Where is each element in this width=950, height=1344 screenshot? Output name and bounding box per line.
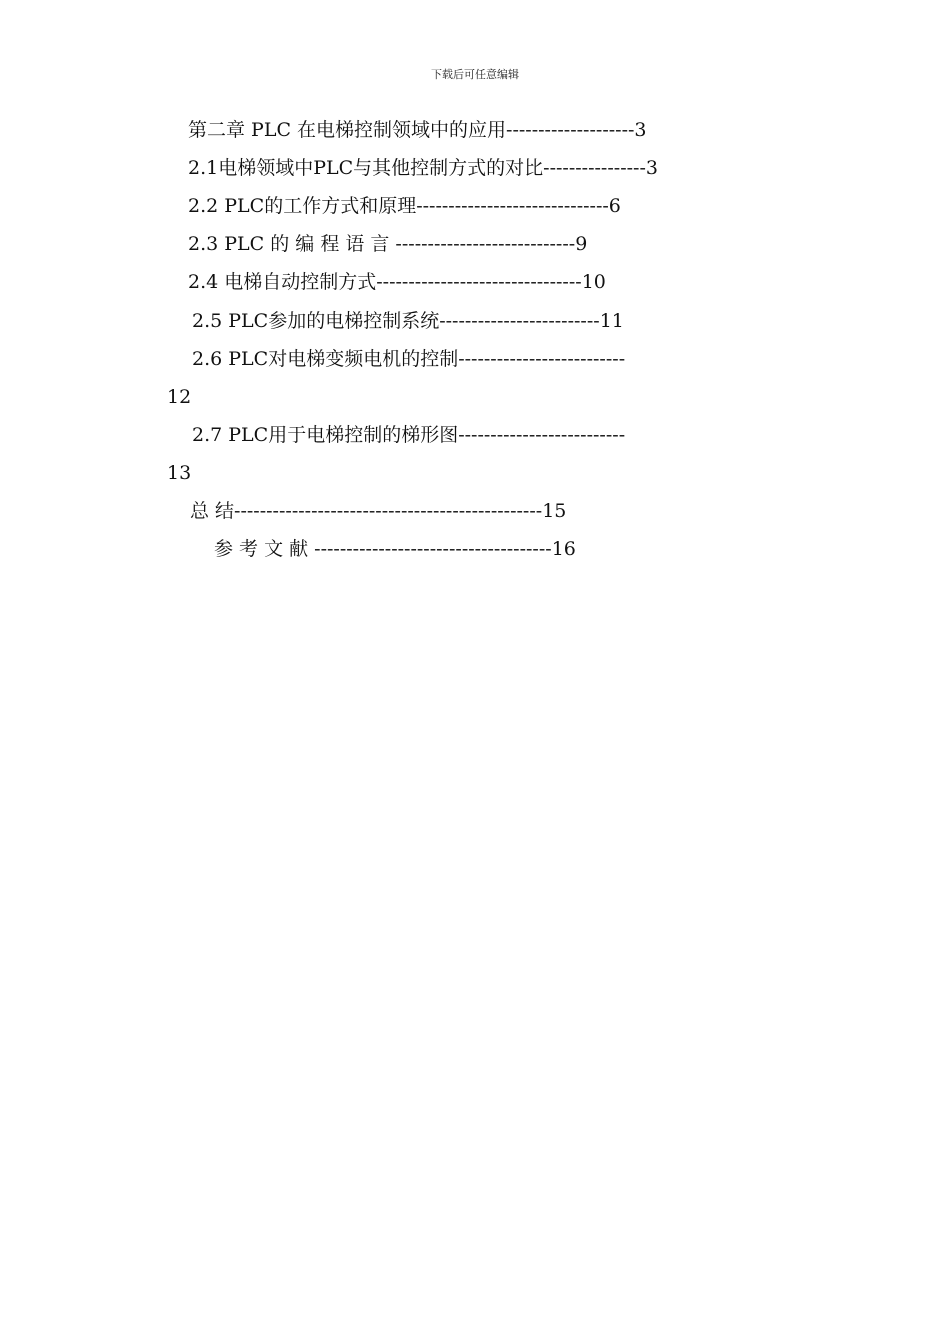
toc-entry-2-5: 2.5 PLC参加的电梯控制系统-------------------------11 — [192, 310, 624, 332]
toc-entry-2-4: 2.4 电梯自动控制方式--------------------------------10 — [188, 271, 606, 293]
toc-entry-summary: 总 结------------------------------------------------15 — [190, 500, 567, 522]
toc-entry-2-2: 2.2 PLC的工作方式和原理------------------------------6 — [188, 195, 621, 217]
toc-entry-2-6: 2.6 PLC对电梯变频电机的控制-------------------------- — [192, 348, 626, 370]
toc-entry-2-3: 2.3 PLC 的 编 程 语 言 ----------------------------9 — [188, 233, 588, 255]
toc-entry-references: 参 考 文 献 -------------------------------------16 — [214, 538, 576, 560]
toc-entry-2-7: 2.7 PLC用于电梯控制的梯形图-------------------------- — [192, 424, 626, 446]
toc-entry-2-6-page: 12 — [167, 386, 192, 408]
page-header: 下载后可任意编辑 — [431, 68, 519, 81]
toc-entry-2-1: 2.1电梯领域中PLC与其他控制方式的对比----------------3 — [188, 157, 658, 179]
toc-entry-2-7-page: 13 — [167, 462, 192, 484]
toc-entry-chapter-2: 第二章 PLC 在电梯控制领域中的应用--------------------3 — [188, 119, 647, 141]
